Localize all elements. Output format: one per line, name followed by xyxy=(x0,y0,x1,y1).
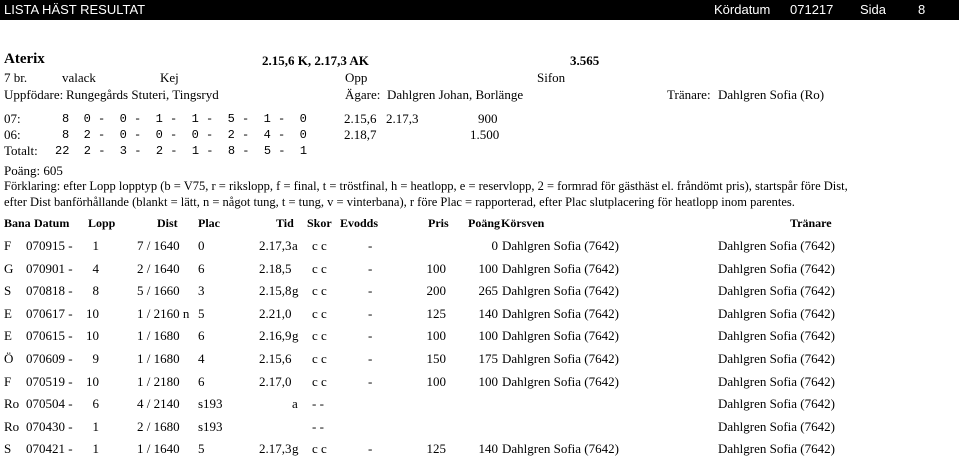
cell-evodds: - xyxy=(368,283,373,299)
cell-lopp: 10 xyxy=(86,328,99,344)
cell-poang: 140 xyxy=(478,305,498,321)
cell-pris: 100 xyxy=(426,328,446,344)
cell-skor: c c xyxy=(312,328,327,344)
cell-skor: c c xyxy=(312,441,327,457)
cell-pris: 125 xyxy=(426,441,446,457)
stats-time: 2.17,3 xyxy=(386,111,419,126)
col-lopp: Lopp xyxy=(88,216,116,230)
cell-tranare: Dahlgren Sofia (7642) xyxy=(718,260,835,276)
cell-tranare: Dahlgren Sofia (7642) xyxy=(718,238,835,253)
cell-tranare: Dahlgren Sofia (7642) xyxy=(718,305,835,321)
cell-bana: Ro xyxy=(4,396,20,412)
stats-values: 8 2 - 0 - 0 - 0 - 2 - 4 - 0 xyxy=(62,128,307,142)
col-poang: Poäng xyxy=(468,216,501,230)
cell-tidflag: a xyxy=(292,396,298,412)
cell-datum: 070430 - xyxy=(26,418,73,434)
cell-plac: 5 xyxy=(198,305,205,321)
cell-dist: 2 / 1640 xyxy=(137,260,180,276)
col-skor: Skor xyxy=(307,216,332,230)
cell-plac: 4 xyxy=(198,351,205,366)
explanation-line-1: Förklaring: efter Lopp lopptyp (b = V75, r = rikslopp, f = final, t = tröstfinal, h = heatlopp, e = reservlopp, 2 = formrad för gästhäst el. fråndömt pris), startspår före Dist, xyxy=(4,179,848,193)
cell-pris: 150 xyxy=(426,351,446,366)
cell-tidflag: g xyxy=(292,283,299,299)
cell-bana: Ro xyxy=(4,418,20,434)
cell-lopp: 6 xyxy=(92,396,99,412)
cell-plac: 6 xyxy=(198,373,205,389)
cell-tid: 2.18,5 xyxy=(259,260,292,276)
cell-evodds: - xyxy=(368,351,373,366)
cell-dist: 7 / 1640 xyxy=(137,238,180,253)
table-row xyxy=(0,261,959,277)
cell-tranare: Dahlgren Sofia (7642) xyxy=(718,418,835,434)
report-title: LISTA HÄST RESULTAT xyxy=(4,2,146,17)
cell-tid: 2.17,3 xyxy=(259,441,292,457)
cell-datum: 070901 - xyxy=(26,260,73,276)
cell-datum: 070609 - xyxy=(26,351,73,366)
cell-tid: 2.15,6 xyxy=(259,351,292,366)
breeder-label: Uppfödare: xyxy=(4,87,64,102)
cell-korsven: Dahlgren Sofia (7642) xyxy=(502,373,619,389)
run-date-label: Kördatum xyxy=(714,2,771,17)
col-evodds: Evodds xyxy=(340,216,379,230)
cell-skor: c c xyxy=(312,351,327,366)
cell-dist: 1 / 1680 xyxy=(137,351,180,366)
cell-dist: 1 / 1680 xyxy=(137,328,180,344)
cell-pris: 125 xyxy=(426,305,446,321)
breeder: Rungegårds Stuteri, Tingsryd xyxy=(66,87,219,102)
cell-pris: 100 xyxy=(426,260,446,276)
cell-evodds: - xyxy=(368,238,373,253)
col-bana: Bana xyxy=(4,216,31,230)
cell-plac: 5 xyxy=(198,441,205,457)
cell-poang: 100 xyxy=(478,260,498,276)
cell-evodds: - xyxy=(368,305,373,321)
cell-dist: 1 / 1640 xyxy=(137,441,180,457)
cell-lopp: 10 xyxy=(86,305,99,321)
cell-lopp: 1 xyxy=(92,441,99,457)
cell-plac: 6 xyxy=(198,328,205,344)
cell-tid: 2.15,8 xyxy=(259,283,292,299)
cell-tidflag: g xyxy=(292,441,299,457)
cell-skor: c c xyxy=(312,238,327,253)
explanation-line-2: efter Dist banförhållande (blankt = lätt, n = något tung, t = tung, v = vinterbana), r före Plac = rapporterad, efter Plac slutplacering för heatlopp inom parentes. xyxy=(4,195,795,209)
cell-tid: 2.17,3 xyxy=(259,238,292,253)
cell-tranare: Dahlgren Sofia (7642) xyxy=(718,328,835,344)
cell-datum: 070421 - xyxy=(26,441,73,457)
cell-skor: - - xyxy=(312,418,324,434)
cell-korsven: Dahlgren Sofia (7642) xyxy=(502,238,619,253)
cell-tranare: Dahlgren Sofia (7642) xyxy=(718,441,835,457)
horse-age: 7 br. xyxy=(4,70,28,85)
earnings: 3.565 xyxy=(570,53,600,68)
stats-money: 900 xyxy=(478,111,498,126)
cell-skor: - - xyxy=(312,396,324,412)
cell-evodds: - xyxy=(368,328,373,344)
cell-lopp: 1 xyxy=(92,238,99,253)
trainer: Dahlgren Sofia (Ro) xyxy=(718,87,825,102)
cell-pris: 100 xyxy=(426,373,446,389)
report-header-bar xyxy=(0,0,959,20)
stats-time: 2.15,6 xyxy=(344,111,377,126)
cell-datum: 070818 - xyxy=(26,283,73,299)
cell-evodds: - xyxy=(368,260,373,276)
table-row xyxy=(0,238,959,254)
cell-lopp: 4 xyxy=(92,260,99,276)
run-date: 071217 xyxy=(790,2,834,17)
cell-datum: 070504 - xyxy=(26,396,73,412)
col-tranare: Tränare xyxy=(790,216,832,230)
cell-plac: s193 xyxy=(198,396,223,412)
cell-poang: 100 xyxy=(478,328,498,344)
col-plac: Plac xyxy=(198,216,220,230)
cell-evodds: - xyxy=(368,441,373,457)
stats-values: 22 2 - 3 - 2 - 1 - 8 - 5 - 1 xyxy=(55,144,308,158)
trainer-label: Tränare: xyxy=(667,87,711,102)
cell-korsven: Dahlgren Sofia (7642) xyxy=(502,283,619,299)
cell-lopp: 9 xyxy=(92,351,99,366)
table-row xyxy=(0,396,959,412)
table-row xyxy=(0,328,959,344)
horse-type: valack xyxy=(62,70,96,85)
cell-bana: S xyxy=(4,441,12,457)
cell-evodds: - xyxy=(368,373,373,389)
stats-label: Totalt: xyxy=(4,143,38,158)
cell-lopp: 10 xyxy=(86,373,99,389)
cell-korsven: Dahlgren Sofia (7642) xyxy=(502,441,619,457)
cell-datum: 070915 - xyxy=(26,238,73,253)
stats-values: 8 0 - 0 - 1 - 1 - 5 - 1 - 0 xyxy=(62,112,307,126)
cell-bana: E xyxy=(4,305,12,321)
cell-poang: 0 xyxy=(491,238,498,253)
cell-korsven: Dahlgren Sofia (7642) xyxy=(502,351,619,366)
cell-datum: 070519 - xyxy=(26,373,73,389)
cell-poang: 140 xyxy=(478,441,498,457)
owner: Dahlgren Johan, Borlänge xyxy=(387,87,524,102)
stats-time: 2.18,7 xyxy=(344,127,377,142)
page-number: 8 xyxy=(918,2,926,17)
horse-name: Aterix xyxy=(4,51,45,67)
cell-bana: F xyxy=(4,238,12,253)
cell-lopp: 1 xyxy=(92,418,99,434)
cell-bana: G xyxy=(4,260,14,276)
table-row xyxy=(0,351,959,367)
damsire: Sifon xyxy=(537,70,566,85)
table-header xyxy=(0,216,959,232)
cell-lopp: 8 xyxy=(92,283,99,299)
col-datum: Datum xyxy=(34,216,70,230)
cell-poang: 175 xyxy=(478,351,498,366)
cell-skor: c c xyxy=(312,260,327,276)
page-label: Sida xyxy=(860,2,887,17)
cell-korsven: Dahlgren Sofia (7642) xyxy=(502,328,619,344)
col-dist: Dist xyxy=(157,216,178,230)
cell-tid: 2.16,9 xyxy=(259,328,292,344)
cell-skor: c c xyxy=(312,283,327,299)
stats-money: 1.500 xyxy=(470,127,500,142)
cell-tid: 2.21,0 xyxy=(259,305,292,321)
cell-bana: S xyxy=(4,283,12,299)
table-row xyxy=(0,441,959,457)
cell-pris: 200 xyxy=(426,283,446,299)
cell-datum: 070615 - xyxy=(26,328,73,344)
cell-tranare: Dahlgren Sofia (7642) xyxy=(718,283,835,299)
cell-tranare: Dahlgren Sofia (7642) xyxy=(718,373,835,389)
table-row xyxy=(0,374,959,390)
cell-bana: F xyxy=(4,373,12,389)
dam: Opp xyxy=(345,70,368,85)
cell-skor: c c xyxy=(312,373,327,389)
cell-dist: 2 / 1680 xyxy=(137,418,180,434)
col-korsven: Körsven xyxy=(501,216,545,230)
cell-tidflag: a xyxy=(292,238,298,253)
cell-tranare: Dahlgren Sofia (7642) xyxy=(718,396,835,412)
cell-dist: 4 / 2140 xyxy=(137,396,180,412)
table-row xyxy=(0,419,959,435)
cell-datum: 070617 - xyxy=(26,305,73,321)
cell-korsven: Dahlgren Sofia (7642) xyxy=(502,305,619,321)
stats-label: 07: xyxy=(4,111,21,126)
cell-plac: s193 xyxy=(198,418,223,434)
cell-dist: 1 / 2180 xyxy=(137,373,180,389)
points: Poäng: 605 xyxy=(4,163,63,178)
best-times: 2.15,6 K, 2.17,3 AK xyxy=(262,53,369,68)
cell-korsven: Dahlgren Sofia (7642) xyxy=(502,260,619,276)
cell-tranare: Dahlgren Sofia (7642) xyxy=(718,351,835,366)
cell-dist: 1 / 2160 n xyxy=(137,305,190,321)
cell-bana: Ö xyxy=(4,351,14,366)
cell-tidflag: g xyxy=(292,328,299,344)
cell-skor: c c xyxy=(312,305,327,321)
cell-plac: 6 xyxy=(198,260,205,276)
cell-poang: 265 xyxy=(478,283,498,299)
sire: Kej xyxy=(160,70,179,85)
cell-tid: 2.17,0 xyxy=(259,373,292,389)
col-tid: Tid xyxy=(276,216,294,230)
table-row xyxy=(0,283,959,299)
stats-label: 06: xyxy=(4,127,21,142)
cell-plac: 0 xyxy=(198,238,205,253)
table-row xyxy=(0,306,959,322)
owner-label: Ägare: xyxy=(345,87,381,102)
cell-plac: 3 xyxy=(198,283,205,299)
cell-poang: 100 xyxy=(478,373,498,389)
col-pris: Pris xyxy=(428,216,449,230)
cell-dist: 5 / 1660 xyxy=(137,283,180,299)
cell-bana: E xyxy=(4,328,12,344)
